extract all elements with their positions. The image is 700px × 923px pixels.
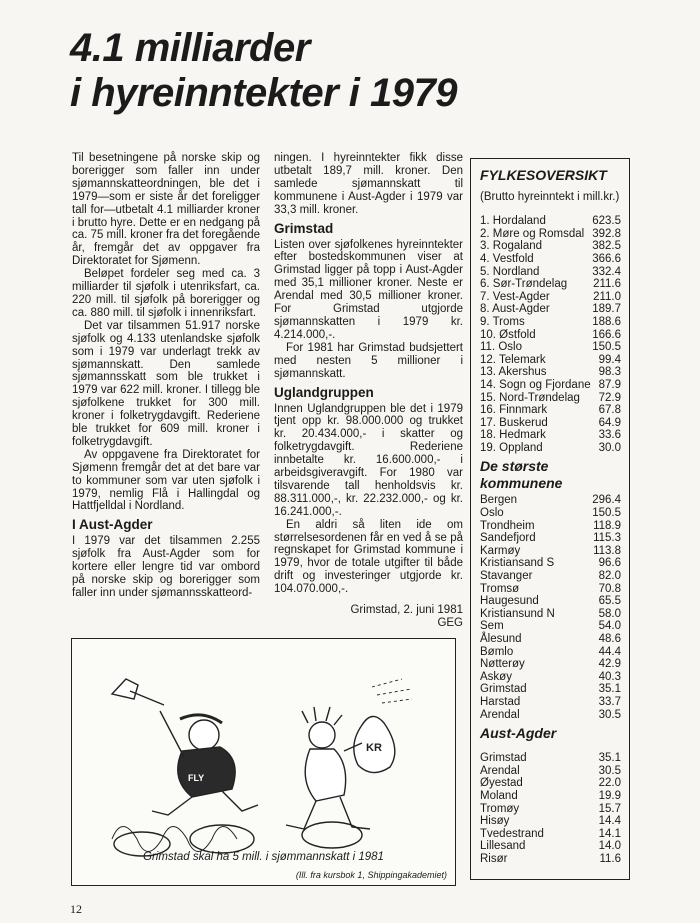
item-name: 2. Møre og Romsdal	[480, 227, 585, 240]
signature	[274, 604, 463, 630]
item-value: 211.6	[593, 278, 621, 291]
list-item	[480, 303, 621, 316]
item-value: 54.0	[598, 620, 621, 633]
section-heading-aust-agder: I Aust-Agder	[72, 517, 153, 533]
list-item	[480, 341, 621, 354]
paragraph: Innen Uglandgruppen ble det i 1979 tjent opp kr. 98.000.000 og trukket kr. 20.434.000,- i skatter og folketrygdavgift. Rederiene innbetalte kr. 16.600.000,- i arbeidsgiveravgift. For 1980 var tilsvarende tall henholdsvis kr. 88.311.000,-, kr. 22.232.000,- og kr. 16.241.000,-.	[274, 402, 463, 518]
item-value: 115.3	[593, 532, 621, 545]
box-title: FYLKESOVERSIKT	[480, 167, 607, 183]
item-name: Moland	[480, 789, 518, 802]
item-value: 44.4	[598, 645, 621, 658]
list-item	[480, 545, 621, 558]
item-value: 30.5	[598, 764, 621, 777]
paragraph: Av oppgavene fra Direktoratet for Sjømenn fremgår det at det bare var to kommuner som var uten sjøfolk i 1979, nemlig Flå i Hallingdal og Hattfjelldal i Nordland.	[72, 448, 260, 513]
item-value: 14.1	[598, 827, 621, 840]
item-value: 366.6	[592, 252, 621, 265]
list-item	[480, 790, 621, 803]
paragraph: Listen over sjøfolkenes hyreinntekter efter bostedskommunen viser at Grimstad ligger på topp i Aust-Agder med 35,1 millioner kroner. Neste er Arendal med 30,5 millioner kroner. For Grimstad utgjorde sjømannskatten i 1979 kr. 4.214.000,-.	[274, 238, 463, 341]
list-item	[480, 752, 621, 765]
list-item	[480, 215, 621, 228]
paragraph: Til besetningene på norske skip og borerigger som faller inn under sjømannskatteordningen, ble det i 1979—som er siste år det foreligger tall for—utbetalt 4.1 milliarder kroner i brutto hyre. Dette er en nedgang på ca. 75 mill. kroner fra det foregående år, fremgår det av oppgaver fra Direktoratet for Sjømenn.	[72, 152, 260, 268]
item-value: 211.0	[593, 290, 621, 303]
item-value: 150.5	[592, 507, 621, 520]
item-name: Bergen	[480, 494, 518, 507]
item-name: 14. Sogn og Fjordane	[480, 378, 591, 391]
cartoon-illustration	[71, 638, 456, 886]
list-item	[480, 253, 621, 266]
list-item	[480, 354, 621, 367]
item-value: 332.4	[592, 265, 621, 278]
item-name: Kristiansund N	[480, 607, 555, 620]
list-item	[480, 329, 621, 342]
list-item	[480, 709, 621, 722]
item-value: 189.7	[592, 303, 621, 316]
item-name: Sem	[480, 620, 504, 633]
page-number: 12	[70, 902, 82, 916]
item-value: 14.0	[598, 840, 621, 853]
list-item	[480, 392, 621, 405]
item-name: Harstad	[480, 695, 521, 708]
list-item	[480, 608, 621, 621]
item-value: 623.5	[592, 215, 621, 228]
item-value: 15.7	[598, 802, 621, 815]
item-name: 15. Nord-Trøndelag	[480, 391, 580, 404]
list-item	[480, 840, 621, 853]
list-item	[480, 803, 621, 816]
paragraph: En aldri så liten ide om størrelsesordenen får en ved å se på regnskapet for Grimstad kommune i 1979, hvor de totale utgifter til både drift og investeringer utgjorde kr. 104.070.000,-.	[274, 518, 463, 596]
signature-place-date: Grimstad, 2. juni 1981	[350, 604, 463, 617]
item-name: Askøy	[480, 670, 512, 683]
item-value: 33.6	[598, 429, 621, 442]
item-value: 70.8	[598, 582, 621, 595]
list-item	[480, 366, 621, 379]
shirt-label: FLY	[188, 773, 205, 783]
list-item	[480, 379, 621, 392]
list-item	[480, 620, 621, 633]
item-value: 96.6	[598, 557, 621, 570]
list-item	[480, 828, 621, 841]
item-value: 113.8	[593, 544, 621, 557]
item-value: 98.3	[598, 366, 621, 379]
signature-initials: GEG	[437, 617, 463, 629]
item-value: 188.6	[592, 315, 621, 328]
section-heading-uglandgruppen: Uglandgruppen	[274, 384, 374, 400]
item-name: 1. Hordaland	[480, 215, 546, 228]
county-list	[480, 215, 621, 454]
item-value: 65.5	[598, 595, 621, 608]
box-subtitle: (Brutto hyreinntekt i mill.kr.)	[480, 190, 620, 203]
item-name: Kristiansand S	[480, 557, 555, 570]
item-value: 82.0	[598, 570, 621, 583]
item-name: 9. Troms	[480, 315, 525, 328]
list-item	[480, 266, 621, 279]
item-value: 150.5	[592, 341, 621, 354]
item-value: 118.9	[593, 519, 621, 532]
item-value: 30.5	[598, 708, 621, 721]
item-value: 166.6	[592, 328, 621, 341]
aust-agder-list	[480, 752, 621, 865]
item-value: 382.5	[592, 240, 621, 253]
paragraph: For 1981 har Grimstad budsjettert med nesten 5 millioner i sjømannskatt.	[274, 341, 463, 380]
item-name: Arendal	[480, 764, 520, 777]
item-name: Tromsø	[480, 582, 520, 595]
item-name: Nøtterøy	[480, 658, 525, 671]
item-value: 392.8	[592, 227, 621, 240]
item-value: 22.0	[598, 777, 621, 790]
list-item	[480, 557, 621, 570]
list-item	[480, 417, 621, 430]
item-name: 17. Buskerud	[480, 416, 548, 429]
item-name: Arendal	[480, 708, 520, 721]
item-name: Tvedestrand	[480, 827, 544, 840]
item-name: Karmøy	[480, 544, 521, 557]
item-name: Øyestad	[480, 777, 523, 790]
list-item	[480, 658, 621, 671]
list-item	[480, 583, 621, 596]
cartoon-credit: (Ill. fra kursbok 1, Shippingakademiet)	[295, 870, 447, 880]
list-item	[480, 442, 621, 455]
item-name: Tromøy	[480, 802, 520, 815]
item-value: 40.3	[598, 670, 621, 683]
largest-municipalities-heading: De største kommunene	[480, 458, 563, 492]
headline-line-2: i hyreinntekter i 1979	[70, 71, 457, 115]
list-item	[480, 696, 621, 709]
item-name: Oslo	[480, 507, 504, 520]
item-value: 35.1	[598, 752, 621, 765]
item-name: 8. Aust-Agder	[480, 303, 550, 316]
headline	[70, 26, 457, 116]
item-value: 296.4	[592, 494, 621, 507]
item-name: Bømlo	[480, 645, 514, 658]
list-item	[480, 316, 621, 329]
cartoon-drawing	[72, 639, 454, 884]
item-name: Trondheim	[480, 519, 535, 532]
list-item	[480, 570, 621, 583]
item-value: 99.4	[598, 353, 621, 366]
item-name: 10. Østfold	[480, 328, 536, 341]
list-item	[480, 815, 621, 828]
list-item	[480, 633, 621, 646]
item-name: 4. Vestfold	[480, 252, 534, 265]
list-item	[480, 671, 621, 684]
paragraph: ningen. I hyreinntekter fikk disse utbetalt 189,7 mill. kroner. Den samlede sjømannskatt til kommunene i Aust-Agder i 1979 var 33,3 mill. kroner.	[274, 152, 463, 216]
list-item	[480, 494, 621, 507]
item-name: Sandefjord	[480, 532, 536, 545]
item-name: 16. Finnmark	[480, 404, 548, 417]
county-overview-box	[470, 158, 630, 880]
list-item	[480, 278, 621, 291]
list-item	[480, 777, 621, 790]
item-name: Stavanger	[480, 570, 533, 583]
cartoon-caption: Grimstad skal ha 5 mill. i sjømmannskatt i 1981	[143, 851, 384, 863]
item-value: 11.6	[599, 852, 621, 865]
item-name: 6. Sør-Trøndelag	[480, 278, 568, 291]
item-value: 14.4	[598, 815, 621, 828]
item-name: Ålesund	[480, 633, 522, 645]
item-value: 58.0	[598, 607, 621, 620]
item-value: 67.8	[598, 404, 621, 417]
list-item	[480, 765, 621, 778]
paragraph: Det var tilsammen 51.917 norske sjøfolk og 4.133 utenlandske sjøfolk som i 1979 var underlagt trekk av sjømannskatt. Den samlede sjømannsskatt som ble trukket i 1979 var 622 mill. kroner. I tillegg ble sjøfolkene trukket for 300 mill. kroner i folketrygdavgift. Rederiene ble trukket for 609 mill. kroner i folketrygdavgift.	[72, 319, 260, 448]
municipality-list	[480, 494, 621, 721]
item-name: 5. Nordland	[480, 265, 540, 278]
item-value: 48.6	[598, 633, 621, 645]
item-name: Risør	[480, 852, 508, 865]
item-value: 35.1	[598, 683, 621, 696]
item-name: 13. Akershus	[480, 366, 547, 379]
item-value: 33.7	[598, 695, 621, 708]
item-name: 12. Telemark	[480, 353, 546, 366]
item-value: 19.9	[598, 789, 621, 802]
item-name: 19. Oppland	[480, 441, 543, 454]
item-name: Haugesund	[480, 595, 539, 608]
list-item	[480, 228, 621, 241]
list-item	[480, 240, 621, 253]
item-name: Grimstad	[480, 752, 527, 765]
list-item	[480, 532, 621, 545]
item-name: Lillesand	[480, 840, 526, 853]
section-heading-grimstad: Grimstad	[274, 220, 334, 236]
item-value: 64.9	[598, 416, 621, 429]
paragraph: I 1979 var det tilsammen 2.255 sjøfolk fra Aust-Agder som for kortere eller lengre tid var ombord på norske skip og borerigger som faller inn under sjømannsskatteord-	[72, 535, 260, 599]
item-name: 18. Hedmark	[480, 429, 546, 442]
headline-line-1: 4.1 milliarder	[70, 26, 310, 70]
list-item	[480, 507, 621, 520]
list-item	[480, 429, 621, 442]
list-item	[480, 520, 621, 533]
paragraph: Beløpet fordeler seg med ca. 3 milliarder til sjøfolk i utenriksfart, ca. 220 mill. til sjøfolk på borerigger og ca. 880 mill. til sjøfolk i innenriksfart.	[72, 268, 260, 319]
list-item	[480, 683, 621, 696]
list-item	[480, 404, 621, 417]
aust-agder-heading: Aust-Agder	[480, 725, 557, 742]
list-item	[480, 646, 621, 659]
item-value: 42.9	[598, 658, 621, 671]
item-name: 7. Vest-Agder	[480, 290, 550, 303]
bag-label: KR	[366, 742, 382, 754]
item-value: 72.9	[598, 391, 621, 404]
item-value: 30.0	[598, 441, 621, 454]
article-column-middle	[274, 152, 463, 630]
item-name: 11. Oslo	[480, 341, 522, 354]
item-name: 3. Rogaland	[480, 240, 543, 253]
item-name: Hisøy	[480, 815, 510, 828]
item-value: 87.9	[598, 378, 621, 391]
list-item	[480, 853, 621, 866]
item-name: Grimstad	[480, 683, 527, 696]
article-column-left	[72, 152, 260, 600]
list-item	[480, 595, 621, 608]
list-item	[480, 291, 621, 304]
